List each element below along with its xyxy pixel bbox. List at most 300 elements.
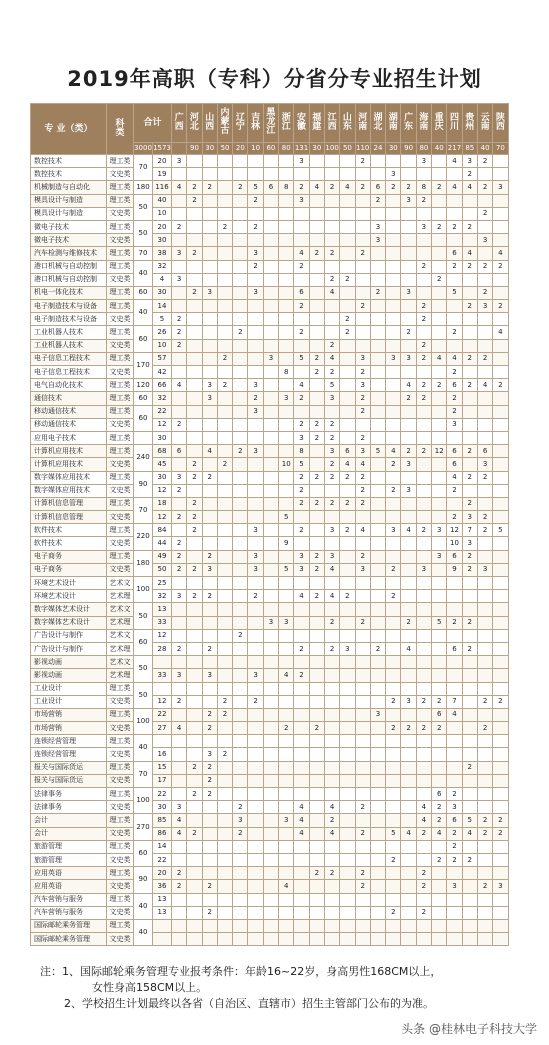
table-row <box>31 313 509 326</box>
table-row <box>31 669 509 682</box>
province-value-cell <box>172 286 187 299</box>
province-value-cell <box>370 853 385 866</box>
province-value-cell: 2 <box>324 339 339 352</box>
province-value-cell <box>370 933 385 946</box>
province-value-cell <box>493 761 508 774</box>
province-value-cell: 2 <box>309 867 324 880</box>
province-value-cell <box>370 590 385 603</box>
group-total-cell: 40 <box>134 893 153 919</box>
group-total-cell: 70 <box>134 497 153 523</box>
table-row <box>31 735 509 748</box>
province-value-cell <box>493 708 508 721</box>
province-value-cell <box>279 471 294 484</box>
header-sum-cell: 50 <box>217 143 232 155</box>
group-total-cell: 60 <box>134 405 153 431</box>
province-value-cell <box>294 748 309 761</box>
province-value-cell <box>432 313 447 326</box>
major-name: 旅游管理 <box>31 853 107 866</box>
province-value-cell <box>432 603 447 616</box>
province-value-cell <box>263 207 278 220</box>
province-value-cell <box>309 577 324 590</box>
province-value-cell <box>309 708 324 721</box>
province-value-cell <box>477 629 492 642</box>
province-value-cell <box>370 761 385 774</box>
province-value-cell <box>355 590 370 603</box>
province-value-cell: 2 <box>416 260 431 273</box>
province-value-cell: 2 <box>217 695 232 708</box>
province-value-cell <box>447 722 462 735</box>
province-value-cell: 2 <box>324 471 339 484</box>
province-value-cell <box>340 234 355 247</box>
province-value-cell: 10 <box>447 537 462 550</box>
row-total-cell: 19 <box>153 168 172 181</box>
province-value-cell <box>340 405 355 418</box>
province-value-cell <box>217 524 232 537</box>
province-value-cell <box>248 906 263 919</box>
group-total-cell: 270 <box>134 814 153 840</box>
table-row <box>31 418 509 431</box>
category-cell: 理工类 <box>107 247 134 260</box>
header-province: 浙江 <box>279 104 294 143</box>
province-value-cell <box>340 352 355 365</box>
province-value-cell <box>187 260 202 273</box>
province-value-cell <box>355 853 370 866</box>
province-value-cell <box>386 511 401 524</box>
province-value-cell <box>309 405 324 418</box>
province-value-cell <box>279 445 294 458</box>
province-value-cell: 2 <box>202 550 217 563</box>
province-value-cell <box>340 616 355 629</box>
province-value-cell: 3 <box>416 220 431 233</box>
province-value-cell <box>324 893 339 906</box>
province-value-cell: 3 <box>279 392 294 405</box>
province-value-cell: 2 <box>172 537 187 550</box>
province-value-cell <box>462 458 477 471</box>
province-value-cell: 2 <box>447 484 462 497</box>
province-value-cell <box>309 220 324 233</box>
province-value-cell <box>217 181 232 194</box>
major-name: 模具设计与制造 <box>31 207 107 220</box>
category-cell: 理工类 <box>107 735 134 748</box>
province-value-cell <box>217 273 232 286</box>
province-value-cell <box>233 471 248 484</box>
province-value-cell: 2 <box>462 642 477 655</box>
row-total-cell: 10 <box>153 339 172 352</box>
province-value-cell <box>263 326 278 339</box>
province-value-cell <box>279 168 294 181</box>
province-value-cell <box>447 273 462 286</box>
table-row <box>31 722 509 735</box>
province-value-cell <box>416 471 431 484</box>
province-value-cell <box>386 405 401 418</box>
province-value-cell <box>401 656 416 669</box>
province-value-cell <box>370 366 385 379</box>
province-value-cell: 2 <box>401 616 416 629</box>
category-cell: 理工类 <box>107 682 134 695</box>
province-value-cell <box>477 919 492 932</box>
province-value-cell: 2 <box>309 431 324 444</box>
province-value-cell <box>447 629 462 642</box>
major-name: 数字媒体应用技术 <box>31 484 107 497</box>
province-value-cell: 3 <box>401 695 416 708</box>
group-total-cell: 60 <box>134 286 153 299</box>
province-value-cell: 2 <box>462 471 477 484</box>
province-value-cell: 2 <box>447 853 462 866</box>
province-value-cell <box>370 880 385 893</box>
province-value-cell: 3 <box>324 445 339 458</box>
province-value-cell: 6 <box>340 445 355 458</box>
table-row <box>31 155 509 168</box>
province-value-cell <box>386 616 401 629</box>
major-name: 汽车营销与服务 <box>31 906 107 919</box>
province-value-cell: 2 <box>432 695 447 708</box>
province-value-cell <box>340 801 355 814</box>
header-total: 合计 <box>134 104 172 143</box>
province-value-cell <box>477 669 492 682</box>
row-total-cell: 12 <box>153 484 172 497</box>
province-value-cell <box>309 458 324 471</box>
province-value-cell <box>477 431 492 444</box>
province-value-cell: 2 <box>355 431 370 444</box>
table-row <box>31 880 509 893</box>
province-value-cell <box>248 577 263 590</box>
province-value-cell <box>386 801 401 814</box>
province-value-cell <box>447 906 462 919</box>
province-value-cell <box>324 207 339 220</box>
province-value-cell <box>217 880 232 893</box>
province-value-cell <box>202 260 217 273</box>
province-value-cell <box>386 300 401 313</box>
province-value-cell: 2 <box>416 352 431 365</box>
province-value-cell <box>263 682 278 695</box>
province-value-cell <box>447 669 462 682</box>
province-value-cell <box>462 484 477 497</box>
province-value-cell <box>279 234 294 247</box>
province-value-cell <box>477 339 492 352</box>
province-value-cell <box>294 577 309 590</box>
category-cell: 文史类 <box>107 234 134 247</box>
group-total-cell: 60 <box>134 629 153 655</box>
province-value-cell <box>432 893 447 906</box>
major-name: 计算机信息管理 <box>31 497 107 510</box>
province-value-cell <box>386 313 401 326</box>
province-value-cell <box>233 194 248 207</box>
category-cell: 理工类 <box>107 352 134 365</box>
table-row <box>31 300 509 313</box>
province-value-cell: 12 <box>432 445 447 458</box>
province-value-cell: 12 <box>447 524 462 537</box>
province-value-cell <box>263 827 278 840</box>
province-value-cell: 3 <box>172 247 187 260</box>
row-total-cell: 50 <box>153 563 172 576</box>
province-value-cell <box>447 194 462 207</box>
province-value-cell: 5 <box>386 827 401 840</box>
province-value-cell <box>493 867 508 880</box>
province-value-cell <box>263 840 278 853</box>
province-value-cell <box>340 748 355 761</box>
province-value-cell: 4 <box>477 379 492 392</box>
category-cell: 文史类 <box>107 695 134 708</box>
province-value-cell: 3 <box>202 392 217 405</box>
province-value-cell <box>432 735 447 748</box>
province-value-cell: 2 <box>294 524 309 537</box>
province-value-cell <box>187 933 202 946</box>
province-value-cell <box>340 814 355 827</box>
province-value-cell <box>279 577 294 590</box>
province-value-cell <box>279 286 294 299</box>
header-sum-cell: 80 <box>279 143 294 155</box>
province-value-cell <box>370 207 385 220</box>
province-value-cell: 2 <box>187 590 202 603</box>
province-value-cell: 2 <box>462 761 477 774</box>
enrollment-table <box>30 103 509 946</box>
province-value-cell <box>447 168 462 181</box>
header-category: 科类 <box>107 104 134 155</box>
header-sum-cell: 30 <box>386 143 401 155</box>
province-value-cell <box>217 656 232 669</box>
province-value-cell <box>187 748 202 761</box>
province-value-cell <box>477 366 492 379</box>
province-value-cell <box>493 603 508 616</box>
group-total-cell: 120 <box>134 379 153 392</box>
province-value-cell <box>233 774 248 787</box>
province-value-cell: 2 <box>279 722 294 735</box>
row-total-cell <box>153 933 172 946</box>
province-value-cell: 2 <box>462 352 477 365</box>
province-value-cell <box>386 893 401 906</box>
row-total-cell: 49 <box>153 550 172 563</box>
header-sum-cell: 90 <box>401 143 416 155</box>
category-cell: 文史类 <box>107 906 134 919</box>
row-total-cell: 18 <box>153 497 172 510</box>
province-value-cell <box>248 827 263 840</box>
province-value-cell: 2 <box>386 563 401 576</box>
province-value-cell: 2 <box>202 880 217 893</box>
header-province: 广东 <box>401 104 416 143</box>
province-value-cell: 2 <box>477 471 492 484</box>
category-cell: 理工类 <box>107 814 134 827</box>
province-value-cell <box>324 537 339 550</box>
header-province: 陕西 <box>493 104 508 143</box>
province-value-cell <box>279 220 294 233</box>
province-value-cell <box>401 629 416 642</box>
province-value-cell <box>340 577 355 590</box>
province-value-cell: 3 <box>401 484 416 497</box>
province-value-cell <box>202 194 217 207</box>
province-value-cell: 2 <box>386 181 401 194</box>
province-value-cell: 2 <box>294 260 309 273</box>
major-name: 计算机应用技术 <box>31 458 107 471</box>
group-total-cell: 40 <box>134 260 153 286</box>
province-value-cell <box>217 511 232 524</box>
province-value-cell <box>355 695 370 708</box>
row-total-cell: 30 <box>153 471 172 484</box>
province-value-cell <box>324 761 339 774</box>
province-value-cell <box>172 708 187 721</box>
province-value-cell: 4 <box>462 827 477 840</box>
province-value-cell <box>294 840 309 853</box>
province-value-cell: 2 <box>493 300 508 313</box>
province-value-cell <box>263 524 278 537</box>
province-value-cell <box>355 273 370 286</box>
row-total-cell: 17 <box>153 774 172 787</box>
province-value-cell <box>462 273 477 286</box>
province-value-cell <box>217 919 232 932</box>
category-cell: 理工类 <box>107 471 134 484</box>
category-cell: 理工类 <box>107 326 134 339</box>
province-value-cell: 2 <box>432 220 447 233</box>
province-value-cell <box>493 893 508 906</box>
province-value-cell <box>462 919 477 932</box>
province-value-cell <box>493 234 508 247</box>
province-value-cell <box>263 788 278 801</box>
province-value-cell: 4 <box>416 801 431 814</box>
province-value-cell: 2 <box>462 260 477 273</box>
row-total-cell: 12 <box>153 629 172 642</box>
category-cell: 文史类 <box>107 207 134 220</box>
province-value-cell <box>187 735 202 748</box>
province-value-cell <box>309 511 324 524</box>
province-value-cell <box>355 893 370 906</box>
province-value-cell <box>248 748 263 761</box>
province-value-cell: 2 <box>187 563 202 576</box>
province-value-cell <box>263 431 278 444</box>
major-name: 法律事务 <box>31 801 107 814</box>
province-value-cell <box>416 669 431 682</box>
major-name: 应用英语 <box>31 880 107 893</box>
province-value-cell <box>324 603 339 616</box>
province-value-cell <box>370 840 385 853</box>
province-value-cell <box>172 682 187 695</box>
province-value-cell: 2 <box>248 695 263 708</box>
province-value-cell <box>370 893 385 906</box>
province-value-cell <box>477 788 492 801</box>
province-value-cell <box>370 669 385 682</box>
province-value-cell <box>279 379 294 392</box>
province-value-cell: 5 <box>432 616 447 629</box>
province-value-cell <box>401 735 416 748</box>
province-value-cell <box>462 682 477 695</box>
category-cell: 文史类 <box>107 774 134 787</box>
province-value-cell: 3 <box>294 194 309 207</box>
province-value-cell <box>493 629 508 642</box>
province-value-cell <box>202 326 217 339</box>
province-value-cell <box>401 906 416 919</box>
table-row <box>31 577 509 590</box>
province-value-cell <box>202 933 217 946</box>
province-value-cell <box>477 642 492 655</box>
province-value-cell <box>401 708 416 721</box>
province-value-cell <box>432 629 447 642</box>
province-value-cell: 4 <box>401 524 416 537</box>
province-value-cell: 2 <box>386 695 401 708</box>
province-value-cell <box>233 933 248 946</box>
province-value-cell: 3 <box>248 286 263 299</box>
group-total-cell: 60 <box>134 326 153 352</box>
province-value-cell <box>294 603 309 616</box>
province-value-cell <box>416 286 431 299</box>
province-value-cell: 3 <box>202 669 217 682</box>
province-value-cell <box>462 590 477 603</box>
province-value-cell: 4 <box>324 352 339 365</box>
province-value-cell <box>370 722 385 735</box>
province-value-cell: 2 <box>355 827 370 840</box>
province-value-cell <box>386 155 401 168</box>
province-value-cell: 2 <box>217 220 232 233</box>
major-name: 电子信息工程技术 <box>31 352 107 365</box>
province-value-cell <box>370 247 385 260</box>
category-cell: 理工类 <box>107 445 134 458</box>
province-value-cell <box>340 379 355 392</box>
province-value-cell: 10 <box>279 458 294 471</box>
province-value-cell <box>294 774 309 787</box>
province-value-cell <box>386 735 401 748</box>
province-value-cell <box>233 458 248 471</box>
province-value-cell <box>493 682 508 695</box>
province-value-cell <box>233 682 248 695</box>
province-value-cell <box>432 300 447 313</box>
category-cell: 艺术理 <box>107 669 134 682</box>
province-value-cell <box>233 511 248 524</box>
province-value-cell: 2 <box>355 300 370 313</box>
province-value-cell: 2 <box>233 827 248 840</box>
province-value-cell: 4 <box>493 247 508 260</box>
province-value-cell <box>324 155 339 168</box>
province-value-cell <box>248 880 263 893</box>
province-value-cell <box>202 853 217 866</box>
province-value-cell <box>279 893 294 906</box>
province-value-cell <box>187 629 202 642</box>
table-row <box>31 695 509 708</box>
province-value-cell <box>248 234 263 247</box>
province-value-cell: 2 <box>355 405 370 418</box>
province-value-cell <box>340 511 355 524</box>
province-value-cell <box>217 247 232 260</box>
province-value-cell: 2 <box>324 642 339 655</box>
province-value-cell <box>172 853 187 866</box>
province-value-cell <box>355 260 370 273</box>
province-value-cell <box>416 656 431 669</box>
province-value-cell <box>294 405 309 418</box>
province-value-cell: 2 <box>355 247 370 260</box>
category-cell: 文史类 <box>107 880 134 893</box>
province-value-cell <box>248 682 263 695</box>
table-row <box>31 445 509 458</box>
province-value-cell <box>202 497 217 510</box>
province-value-cell <box>172 840 187 853</box>
province-value-cell: 2 <box>340 326 355 339</box>
row-total-cell <box>153 682 172 695</box>
province-value-cell <box>263 260 278 273</box>
province-value-cell <box>416 893 431 906</box>
province-value-cell <box>217 933 232 946</box>
province-value-cell <box>309 286 324 299</box>
province-value-cell <box>263 603 278 616</box>
province-value-cell <box>309 445 324 458</box>
province-value-cell <box>493 168 508 181</box>
province-value-cell <box>172 735 187 748</box>
province-value-cell <box>386 840 401 853</box>
province-value-cell <box>477 537 492 550</box>
row-total-cell: 57 <box>153 352 172 365</box>
province-value-cell: 2 <box>187 524 202 537</box>
province-value-cell <box>447 577 462 590</box>
row-total-cell: 86 <box>153 827 172 840</box>
province-value-cell <box>401 814 416 827</box>
province-value-cell <box>432 590 447 603</box>
province-value-cell <box>340 392 355 405</box>
province-value-cell: 4 <box>294 247 309 260</box>
